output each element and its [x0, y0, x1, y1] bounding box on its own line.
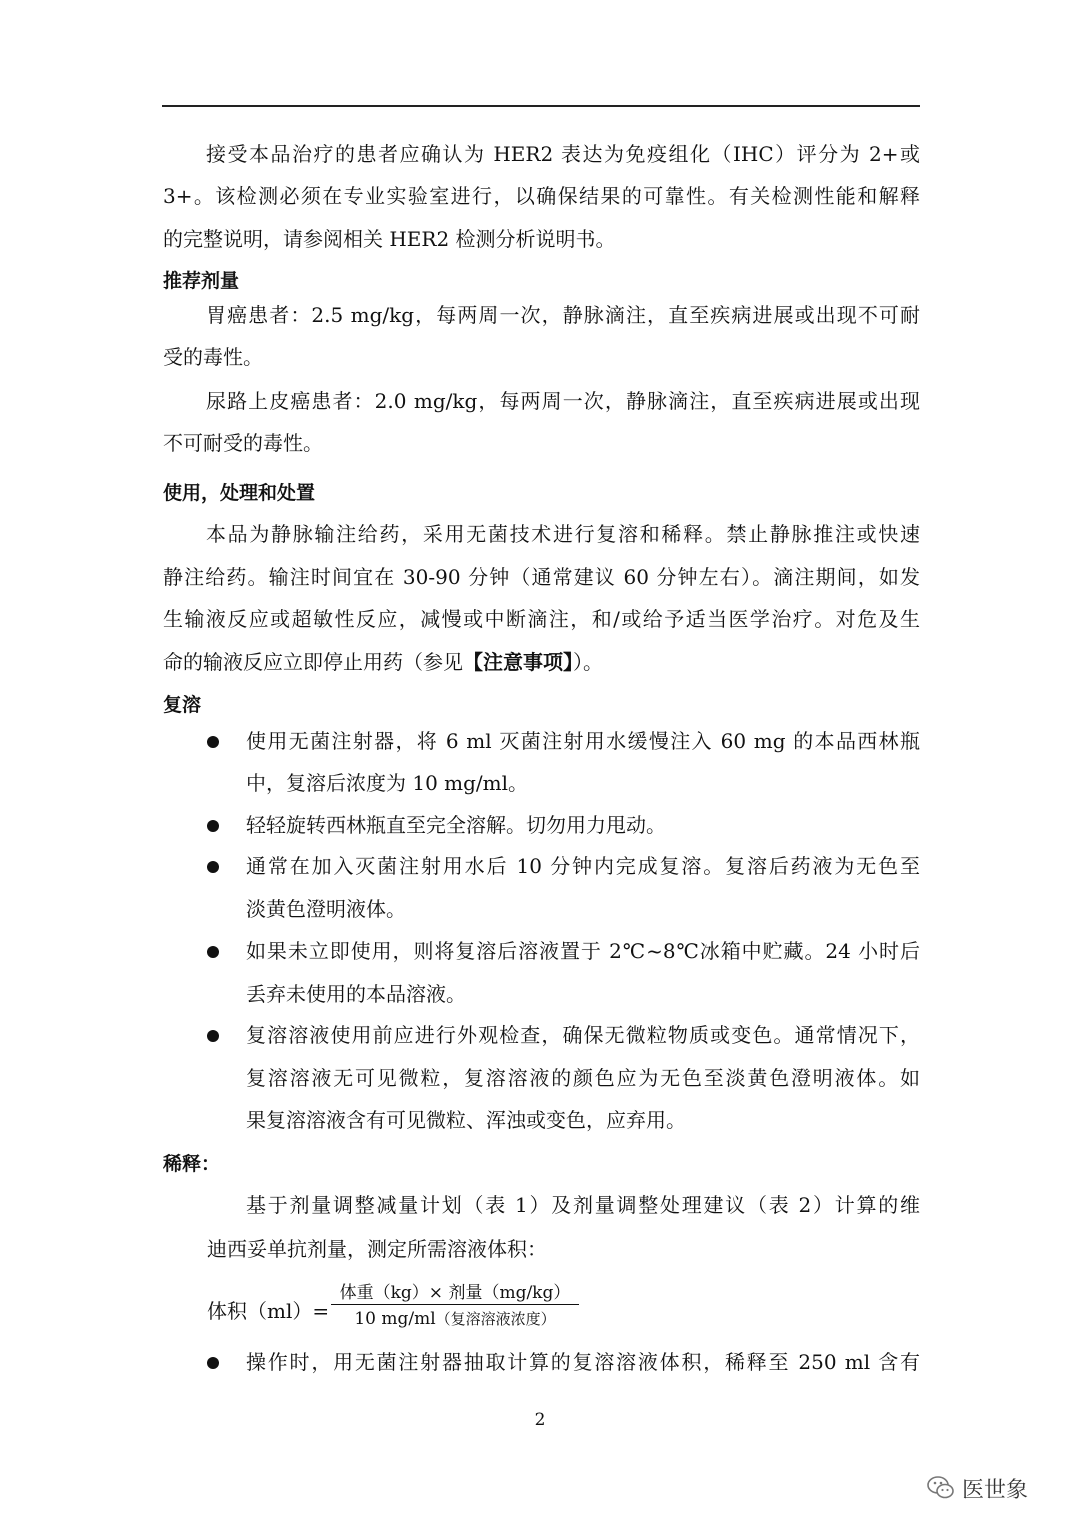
- heading-dilution: 稀释：: [163, 1153, 221, 1175]
- use-line4-end: ）。: [573, 650, 603, 674]
- use-line4-text: 命的输液反应立即停止用药（参见: [163, 650, 463, 674]
- recon-item3-line1: 通常在加入灭菌注射用水后 10 分钟内完成复溶。复溶后药液为无色至: [246, 854, 920, 878]
- heading-recommended-dose: 推荐剂量: [163, 270, 240, 292]
- volume-formula: [207, 1278, 587, 1338]
- bullet-marker: [207, 1030, 219, 1042]
- para1-line3: 的完整说明，请参阅相关 HER2 检测分析说明书。: [163, 227, 616, 251]
- use-line4: [163, 649, 920, 675]
- recon-item5-line1: 复溶溶液使用前应进行外观检查，确保无微粒物质或变色。通常情况下，: [246, 1023, 920, 1047]
- recon-item5-line2: 复溶溶液无可见微粒，复溶溶液的颜色应为无色至淡黄色澄明液体。如: [246, 1066, 920, 1090]
- formula-numerator: 体重（kg）× 剂量（mg/kg）: [339, 1283, 571, 1303]
- precautions-reference: 【注意事项】: [463, 650, 573, 674]
- bullet-marker: [207, 1357, 219, 1369]
- para1-line1: 接受本品治疗的患者应确认为 HER2 表达为免疫组化（IHC）评分为 2+或: [206, 142, 920, 166]
- recon-item5-line3: 果复溶溶液含有可见微粒、浑浊或变色，应弃用。: [246, 1108, 686, 1132]
- dilute-bullet-line1: 操作时，用无菌注射器抽取计算的复溶溶液体积，稀释至 250 ml 含有: [246, 1350, 920, 1374]
- fraction-bar: [331, 1304, 579, 1305]
- header-rule: [162, 105, 920, 107]
- watermark: [926, 1468, 1028, 1508]
- dose-urothelial-line2: 不可耐受的毒性。: [163, 431, 323, 455]
- recon-item2-line1: 轻轻旋转西林瓶直至完全溶解。切勿用力甩动。: [246, 813, 666, 837]
- recon-item4-line1: 如果未立即使用，则将复溶后溶液置于 2℃~8℃冰箱中贮藏。24 小时后: [246, 939, 920, 963]
- bullet-marker: [207, 861, 219, 873]
- para1-line2: 3+。该检测必须在专业实验室进行，以确保结果的可靠性。有关检测性能和解释: [163, 184, 920, 208]
- wechat-icon: [926, 1473, 956, 1503]
- recon-item3-line2: 淡黄色澄明液体。: [246, 897, 406, 921]
- use-line3: 生输液反应或超敏性反应，减慢或中断滴注，和/或给予适当医学治疗。对危及生: [163, 607, 920, 631]
- bullet-marker: [207, 820, 219, 832]
- use-line2: 静注给药。输注时间宜在 30-90 分钟（通常建议 60 分钟左右）。滴注期间，如发: [163, 565, 920, 589]
- denominator-note: （复溶溶液浓度）: [435, 1310, 556, 1328]
- use-line1: 本品为静脉输注给药，采用无菌技术进行复溶和稀释。禁止静脉推注或快速: [206, 522, 920, 546]
- bullet-marker: [207, 736, 219, 748]
- dose-urothelial-line1: 尿路上皮癌患者：2.0 mg/kg，每两周一次，静脉滴注，直至疾病进展或出现: [206, 389, 920, 413]
- recon-item1-line2: 中，复溶后浓度为 10 mg/ml。: [246, 771, 529, 795]
- heading-use-handling: 使用，处理和处置: [163, 482, 316, 504]
- watermark-text: 医世象: [962, 1477, 1029, 1503]
- denominator-value: 10 mg/ml: [354, 1309, 436, 1329]
- recon-item4-line2: 丢弃未使用的本品溶液。: [246, 982, 466, 1006]
- heading-reconstitution: 复溶: [163, 694, 202, 716]
- dose-gastric-line2: 受的毒性。: [163, 345, 263, 369]
- dose-gastric-line1: 胃癌患者：2.5 mg/kg，每两周一次，静脉滴注，直至疾病进展或出现不可耐: [206, 303, 920, 327]
- formula-label: 体积（ml）=: [207, 1299, 330, 1323]
- dilute-line1: 基于剂量调整减量计划（表 1）及剂量调整处理建议（表 2）计算的维: [246, 1193, 920, 1217]
- dilute-line2: 迪西妥单抗剂量，测定所需溶液体积：: [207, 1237, 547, 1261]
- formula-denominator: [331, 1308, 579, 1329]
- bullet-marker: [207, 946, 219, 958]
- page-number: 2: [534, 1410, 546, 1430]
- recon-item1-line1: 使用无菌注射器，将 6 ml 灭菌注射用水缓慢注入 60 mg 的本品西林瓶: [246, 729, 920, 753]
